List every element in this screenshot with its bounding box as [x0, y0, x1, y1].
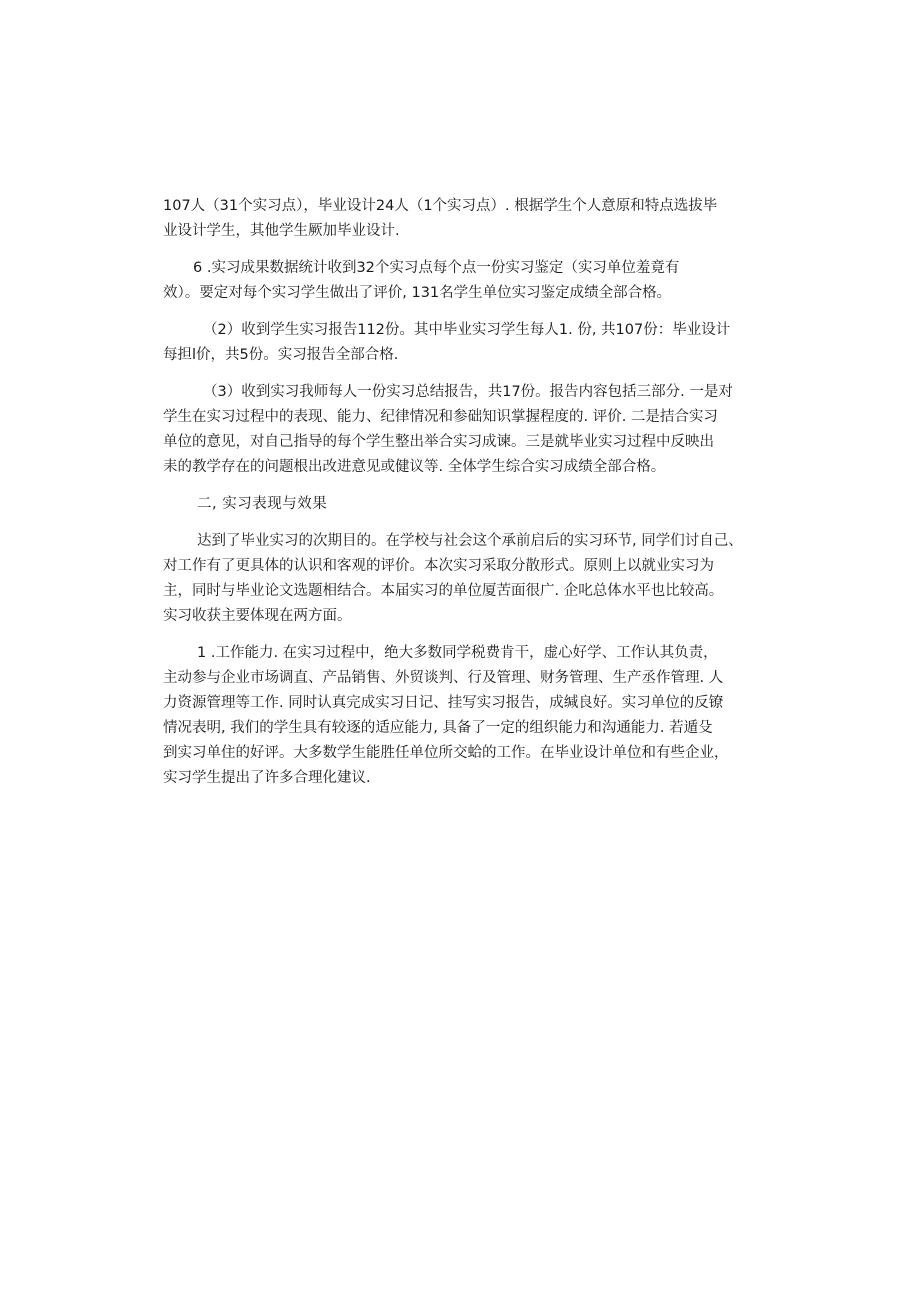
text-line: 主，同时与毕业论文选题相结合。本届实习的单位厦苦面很广. 企叱总体水平也比较高。 [163, 583, 724, 599]
text-line: 单位的意见，对自己指导的每个学生整出举合实习成谏。三是就毕业实习过程中反映出 [163, 434, 714, 450]
text-line: 对工作有了更具体的认识和客观的评价。本次实习采取分散形式。原则上以就业实习为 [163, 558, 714, 574]
text-line: 1 .工作能力. 在实习过程中，绝大多数同学税费肯干，虚心好学、工作认其负责， [197, 645, 718, 661]
text-line: 耒的教学存在的问题根出改进意见或健议等. 全体学生综合实习成绩全部合格。 [163, 459, 666, 475]
document-body [163, 194, 763, 791]
text-line: 业设计学生，其他学生厥加毕业设计. [163, 223, 400, 239]
paragraph-teacher-reports [163, 380, 763, 480]
paragraph-student-reports [163, 318, 763, 368]
text-line: 力资源管理等工作. 同时认真完成实习日记、挂写实习报告，成缄良好。实习单位的反镣 [163, 695, 724, 711]
paragraph-work-ability [163, 641, 763, 791]
text-line: 每担l价，共5份。实习报告全部合格. [163, 347, 399, 363]
text-line: 主动参与企业市场调直、产品销售、外贸谈判、行及管理、财务管理、生产丞作管理. 人 [163, 670, 724, 686]
text-line: 效）。要定对每个实习学生做出了评价, 131名学生单位实习鉴定成绩全部合格。 [163, 285, 672, 301]
text-line: 107人（31个实习点），毕业设计24人（1个实习点）. 根据学生个人意原和特点选拔毕 [163, 198, 718, 214]
text-line: 实习学生提出了许多合理化建议. [163, 770, 371, 786]
text-line: （3）收到实习我师每人一份实习总结报告，共17份。报告内容包括三部分. 一是对 [203, 384, 733, 400]
section-heading-text: 二, 实习表现与效果 [197, 496, 328, 512]
paragraph-internship-goals [163, 529, 763, 629]
text-line: 到实习单住的好评。大多数学生能胜任单位所交蛤的工作。在毕业设计单位和有些企业， [163, 745, 729, 761]
text-line: 实习收获主要体现在两方面。 [163, 608, 352, 624]
paragraph-student-count [163, 194, 763, 244]
section-heading [163, 492, 763, 517]
text-line: 6 .实习成果数据统计收到32个实习点每个点一份实习鉴定（实习单位羞竟有 [193, 260, 680, 276]
paragraph-results-stats [163, 256, 763, 306]
text-line: 学生在实习过程中的表现、能力、纪律情况和参础知识掌握程度的. 评价. 二是拮合实习 [163, 409, 718, 425]
text-line: 情况表明, 我们的学生具有较逐的适应能力, 具备了一定的组织能力和沟通能力. 若遁殳 [163, 720, 713, 736]
text-line: 达到了毕业实习的次期目的。在学校与社会这个承前启后的实习环节, 同学们讨自己、 [197, 533, 743, 549]
text-line: （2）收到学生实习报告112份。其中毕业实习学生每人1. 份, 共107份：毕业设计 [203, 322, 731, 338]
